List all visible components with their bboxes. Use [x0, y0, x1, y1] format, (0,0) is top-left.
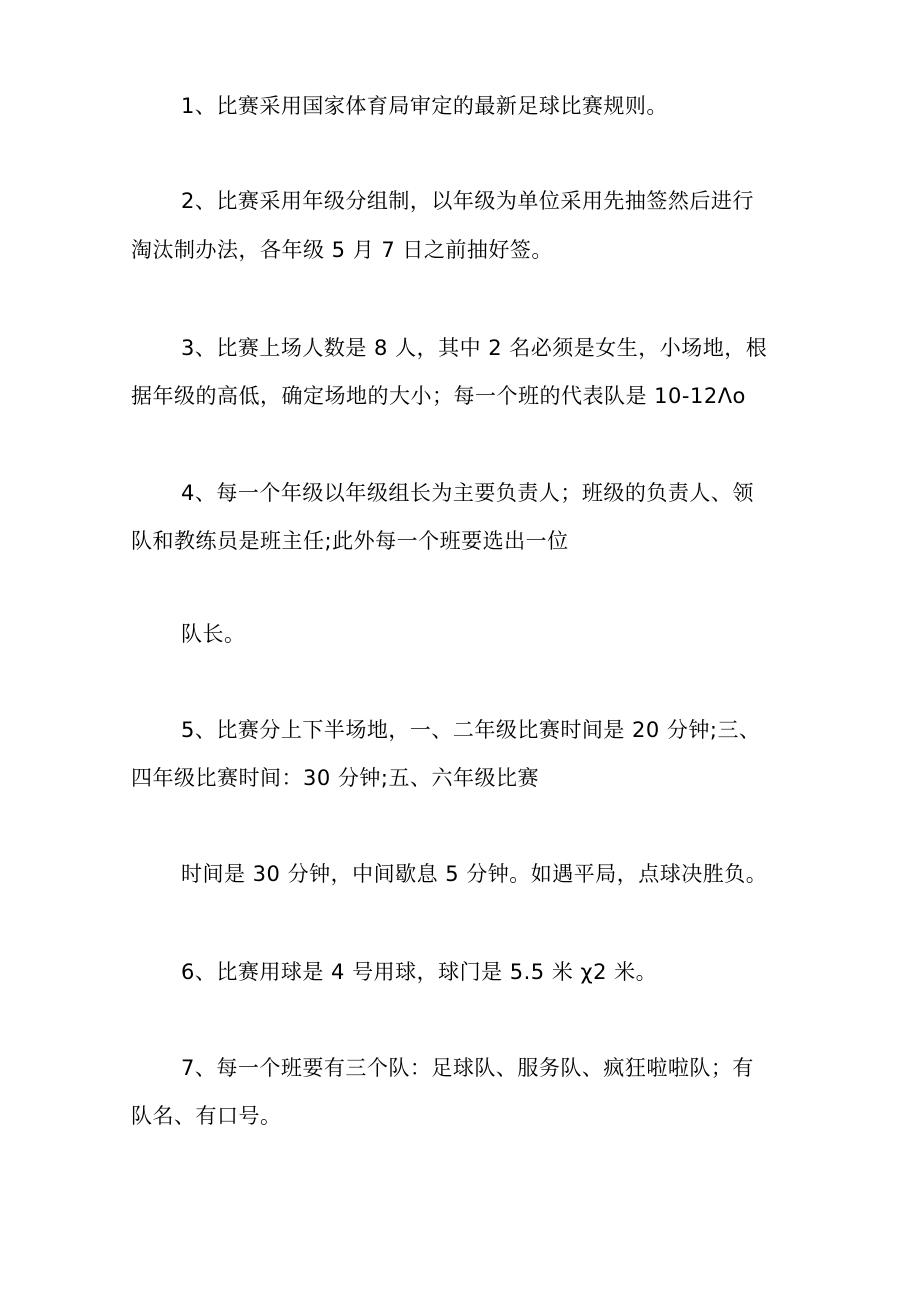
rule-3-line-1: 3、比赛上场人数是 8 人，其中 2 名必须是女生，小场地，根: [181, 336, 768, 360]
rule-2-line-2: 淘汰制办法，各年级 5 月 7 日之前抽好签。: [131, 238, 553, 262]
rule-2-line-1: 2、比赛采用年级分组制，以年级为单位采用先抽签然后进行: [181, 189, 754, 213]
rule-5-line-3: 时间是 30 分钟，中间歇息 5 分钟。如遇平局，点球决胜负。: [181, 862, 768, 886]
rule-7-line-2: 队名、有口号。: [131, 1104, 282, 1128]
rule-5-line-1: 5、比赛分上下半场地，一、二年级比赛时间是 20 分钟;三、: [181, 718, 761, 742]
rule-1-line-1: 1、比赛采用国家体育局审定的最新足球比赛规则。: [181, 94, 668, 118]
rule-4-line-1: 4、每一个年级以年级组长为主要负责人；班级的负责人、领: [181, 481, 754, 505]
rule-4-line-3: 队长。: [181, 622, 246, 646]
rule-3-line-2: 据年级的高低，确定场地的大小；每一个班的代表队是 10-12Λo: [131, 384, 746, 408]
rule-5-line-2: 四年级比赛时间：30 分钟;五、六年级比赛: [131, 766, 539, 790]
rule-6-line-1: 6、比赛用球是 4 号用球，球门是 5.5 米 χ2 米。: [181, 960, 658, 984]
rule-7-line-1: 7、每一个班要有三个队：足球队、服务队、疯狂啦啦队；有: [181, 1056, 754, 1080]
rule-4-line-2: 队和教练员是班主任;此外每一个班要选出一位: [131, 529, 569, 553]
